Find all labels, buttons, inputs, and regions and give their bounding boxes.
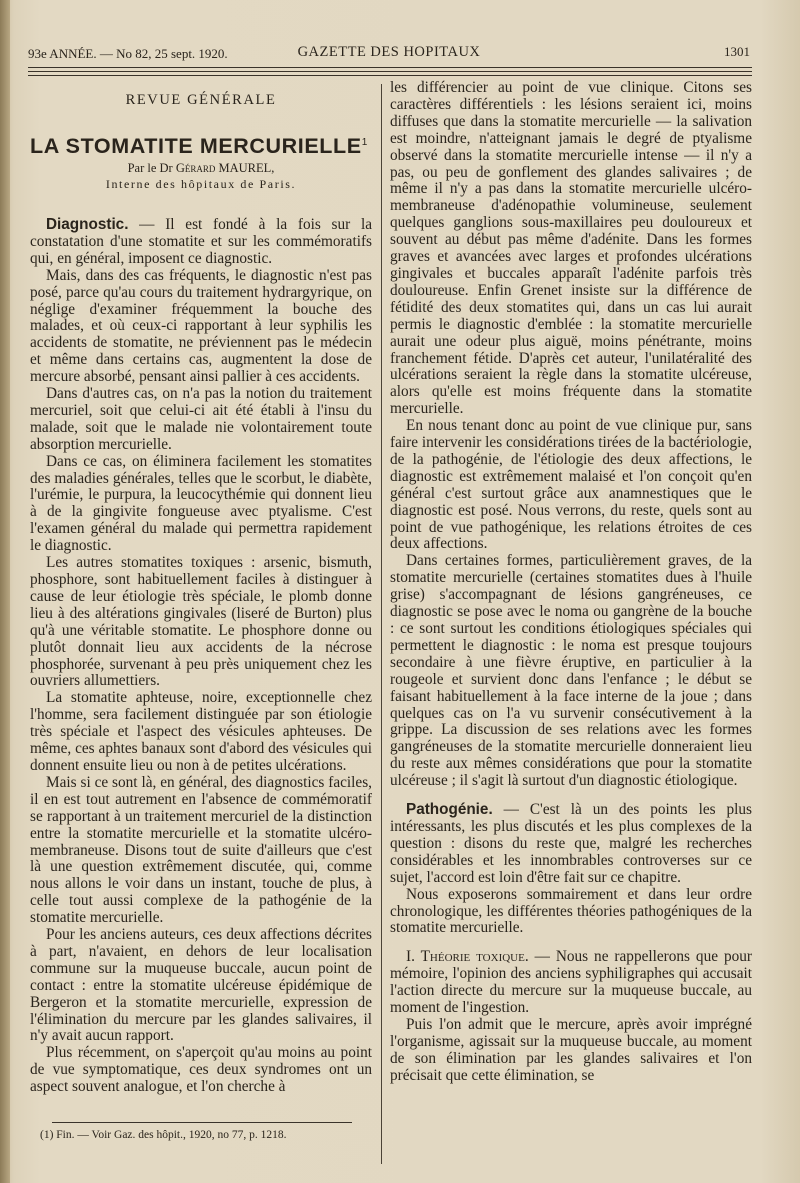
paragraph (30, 690, 372, 775)
paragraph (390, 887, 752, 938)
title-footnote-mark: 1 (361, 136, 368, 148)
section-rubric: REVUE GÉNÉRALE (125, 92, 277, 108)
article-title (30, 134, 372, 159)
paragraph-text: Puis l'on admit que le mercure, après avoir imprégné l'organisme, agissait sur la muqueuse buccale, au moment de son élimination par les glandes salivaires et l'on précisait que cette élimination, se (390, 1015, 752, 1084)
subsection-heading: I. Théorie toxique. (406, 948, 529, 966)
paragraph-text: les différencier au point de vue clinique. Citons ses caractères différentiels : les lésions seraient ici, moins diffuses que dans la stomatite mercurielle — la salivation est moindre, n'atteignant jamais le degré de ptyalisme observé dans la stomatite mercurielle intense — il n'y a pas, ou peu de gonflement des glandes salivaires ; de même il n'y a pas dans la stomatite mercurielle ulcéro-membraneuse d'adénopathie volumineuse, seulement quelques ganglions sous-maxillaires peu douloureux et souvent au début pas même d'adénite. Dans les formes graves et avancées avec larges et profondes ulcérations gingivales et buccales apparaît l'adénite parfois très douloureuse. Enfin Grenet insiste sur la différence de fétidité des deux stomatites qui, dans un cas lui aurait permis le diagnostic d'emblée : la stomatite mercurielle aurait une odeur plus aiguë, moins pénétrante, moins franchement fétide. D'après cet auteur, l'unilatéralité des ulcérations seraient la règle dans la stomatite ulcéreuse, alors qu'elle est moins fréquente dans la stomatite mercurielle. (390, 79, 752, 418)
spacer (30, 192, 372, 217)
paragraph-text: — Nous ne rappellerons que pour mémoire, l'opinion des anciens syphiligraphes qui accusait l'action directe du mercure sur la muqueuse buccale, au moment de l'ingestion. (390, 948, 752, 1017)
paragraph-text: Mais si ce sont là, en général, des diagnostics faciles, il en est tout autrement en l'absence de commémoratif se rapportant à un traitement mercuriel de la distinction entre la stomatite mercurielle et la stomatite ulcéro-membraneuse. Disons tout de suite d'ailleurs que c'est là une question extrêmement discutée, qui, comme nous allons le voir dans un instant, touche de plus, à celle tout aussi complexe de la pathogénie de la stomatite mercurielle. (30, 773, 372, 927)
paragraph (390, 418, 752, 553)
running-header (28, 42, 750, 64)
paragraph (30, 268, 372, 386)
page-edge (0, 0, 10, 1183)
issue-info: 93e ANNÉE. — No 82, 25 sept. 1920. (28, 46, 228, 61)
column-divider (381, 84, 382, 1164)
paragraph-text: Dans ce cas, on éliminera facilement les stomatites des maladies générales, telles que le scorbut, le diabète, l'urémie, le purpura, la leucocythémie qui donnent lieu à de la gingivite fongueuse avec ptyalisme. C'est l'examen général du malade qui permettra rapidement le diagnostic. (30, 452, 372, 555)
right-paragraphs (390, 80, 752, 1085)
paragraph (390, 553, 752, 790)
header-rule (28, 67, 752, 68)
byline (30, 161, 372, 176)
paragraph (30, 386, 372, 454)
paragraph (390, 949, 752, 1017)
author-name: Gérard MAUREL, (175, 160, 275, 175)
article-title-text: LA STOMATITE MERCURIELLE (30, 134, 362, 159)
paragraph (390, 802, 752, 887)
author-affiliation: Interne des hôpitaux de Paris. (105, 176, 297, 191)
paragraph (30, 217, 372, 268)
paragraph-text: — C'est là un des points les plus intéressants, les plus discutés et les plus complexes de la question : disons du reste que, malgré les recherches considérables et les innombrables controverses sur ce sujet, l'accord est loin d'être fait sur ce chapitre. (390, 801, 752, 886)
paragraph-text: La stomatite aphteuse, noire, exceptionnelle chez l'homme, sera facilement distinguée par son étiologie très spéciale et l'aspect des vésicules aphteuses. De même, ces aphtes banaux sont d'abord des vésicules qui donnent ensuite lieu ou non à de petites ulcérations. (30, 689, 372, 774)
paragraph-text: Les autres stomatites toxiques : arsenic, bismuth, phosphore, sont habituellement faciles à distinguer à cause de leur étiologie très spéciale, le plomb donne lieu à des altérations gingivales (liseré de Burton) plus qu'à une véritable stomatite. Le phosphore donne ou plutôt donnait lieu aux accidents de la nécrose phosphorée, survenant à peu près uniquement chez les ouvriers allumettiers. (30, 554, 372, 690)
paragraph (30, 555, 372, 690)
paragraph-text: Mais, dans des cas fréquents, le diagnostic n'est pas posé, parce qu'au cours du traitement hydrargyrique, on néglige d'examiner fréquemment la bouche des malades, et où ceux-ci rapportant à leur syphilis les accidents de stomatite, ne préviennent pas le médecin et même dans certains cas, augmentent la dose de mercure absorbé, pensant ainsi pallier à ces accidents. (30, 266, 372, 386)
section-heading: Diagnostic. (46, 215, 129, 233)
paragraph-text: — Il est fondé à la fois sur la constatation d'une stomatite et sur les commémoratifs qui, en général, imposent ce diagnostic. (30, 215, 372, 267)
footnote-rule (52, 1122, 352, 1123)
paragraph (30, 454, 372, 555)
paragraph-text: Dans certaines formes, particulièrement graves, de la stomatite mercurielle (certaines stomatites dues à l'huile grise) s'accompagnant de lésions gangréneuses, ce diagnostic se pose avec le noma ou gangrène de la bouche : ce sont surtout les conditions étiologiques spéciales qui permettent le diagnostic : le noma est presque toujours secondaire à une fièvre éruptive, en particulier à la rougeole et survient donc dans l'enfance ; le début se faisant habituellement à la face interne de la joue ; dans quelques cas on l'a vu survenir consécutivement à la grippe. La discussion de ses relations avec les formes gangréneuses de la stomatite mercurielle donneraient lieu du reste aux mêmes considérations que pour la stomatite ulcéreuse ; il s'agit là surtout d'un diagnostic étiologique. (390, 552, 752, 790)
journal-title: GAZETTE DES HOPITAUX (297, 44, 481, 60)
paragraph (390, 80, 752, 418)
paragraph-text: Plus récemment, on s'aperçoit qu'au moins au point de vue symptomatique, ces deux syndromes ont un aspect souvent analogue, et l'on cherche à (30, 1044, 372, 1096)
paragraph-text: En nous tenant donc au point de vue clinique pur, sans faire intervenir les considérations tirées de la bactériologie, de la pathogénie, de l'étiologie des deux affections, le diagnostic est extrêmement malaisé et l'on conçoit qu'en général c'est surtout grâce aux anamnestiques que le diagnostic est posé. Nous verrons, du reste, quels sont au point de vue pathogénique, les relations étroites de ces deux affections. (390, 417, 752, 553)
paragraph-text: Nous exposerons sommairement et dans leur ordre chronologique, les différentes théories pathogéniques de la stomatite mercurielle. (390, 885, 752, 937)
right-column (390, 80, 752, 1085)
footnote: (1) Fin. — Voir Gaz. des hôpit., 1920, no 77, p. 1218. (40, 1129, 287, 1141)
paragraph (390, 1017, 752, 1085)
section-heading: Pathogénie. (406, 801, 493, 819)
byline-prefix: Par le Dr (127, 160, 173, 175)
paragraph-text: Pour les anciens auteurs, ces deux affections décrites à part, n'avaient, en dehors de leur localisation commune sur la muqueuse buccale, aucun point de contact : entre la stomatite ulcéreuse épidémique de Bergeron et la stomatite mercurielle, expression de l'élimination du mercure par les glandes salivaires, il n'y avait aucun rapport. (30, 926, 372, 1045)
header-rule (28, 75, 752, 76)
paragraph-text: Dans d'autres cas, on n'a pas la notion du traitement mercuriel, soit que celui-ci ait été établi à l'insu du malade, soit que le malade nie volontairement toute absorption mercurielle. (30, 385, 372, 453)
paragraph (30, 927, 372, 1045)
left-column (30, 80, 372, 1096)
paragraph (30, 1045, 372, 1096)
paragraph (30, 775, 372, 927)
page-number: 1301 (724, 44, 750, 59)
header-rule (28, 71, 752, 72)
left-paragraphs (30, 217, 372, 1096)
